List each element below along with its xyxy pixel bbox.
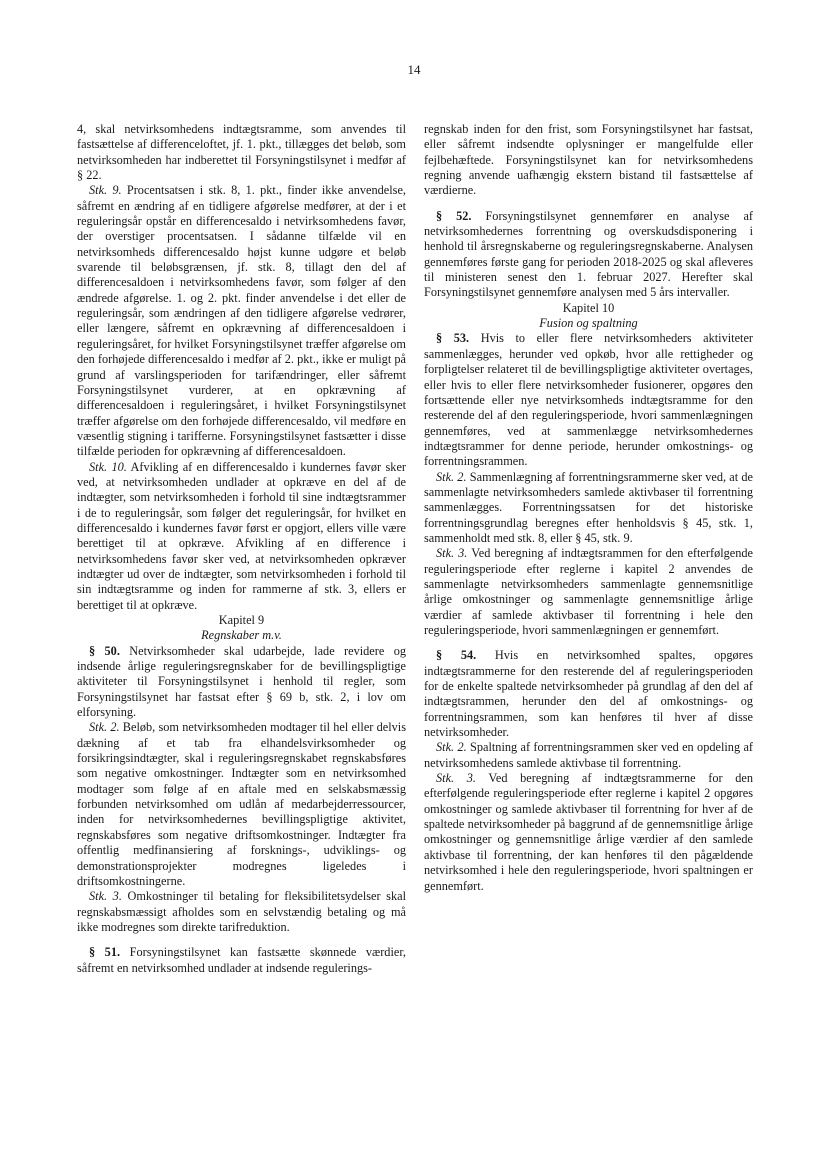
section-52 bbox=[424, 209, 753, 301]
chapter-heading: Kapitel 10 bbox=[562, 300, 615, 315]
section-number: § 54. bbox=[436, 648, 477, 663]
paragraph-continuation: 4, skal netvirksomhedens indtægtsramme, som anvendes til fastsættelse af differenceloftet, jf. 1. pkt., tillægges det beløb, som netvirksomheden har indberettet til Forsyningstilsynet i medfør af § 22. bbox=[77, 122, 406, 183]
section-50 bbox=[77, 644, 406, 721]
right-column bbox=[424, 122, 753, 894]
section-text: Hvis to eller flere netvirksomheders aktiviteter sammenlægges, herunder ved opkøb, hvor alle rettigheder og forpligtelser relateret til de bevillingspligtige aktiviteter overtages, eller hvis to eller flere netvirksomheder fusionerer, opgøres den fortsættende eller nye netvirksomheds indtægtsramme for den resterende del af den reguleringsperiode, hvori sammenlægningen gennemføres, ved at sammenlægge netvirksomhedernes indtægtsrammer for denne periode, herunder omkostnings- og forrentningsrammen. bbox=[424, 331, 754, 469]
stk-9 bbox=[77, 183, 406, 459]
section-text: Forsyningstilsynet kan fastsætte skønnede værdier, såfremt en netvirksomhed undlader at indsende regulerings- bbox=[77, 945, 407, 975]
section-54 bbox=[424, 648, 753, 740]
page-number: 14 bbox=[407, 62, 421, 77]
paragraph-continuation: regnskab inden for den frist, som Forsyningstilsynet har fastsat, eller såfremt indsendte oplysninger er mangelfulde eller fejlbehæftede. Forsyningstilsynet kan for netvirksomhedens regning anvende uafhængig ekstern bistand til fastsættelse af værdierne. bbox=[424, 122, 753, 198]
section-54-stk-2 bbox=[424, 740, 753, 771]
section-number: § 51. bbox=[89, 945, 121, 960]
section-53-stk-2 bbox=[424, 470, 753, 547]
stk-text: Procentsatsen i stk. 8, 1. pkt., finder ikke anvendelse, såfremt en ændring af en tidligere afgørelse medfører, at der i et reguleringsår opstår en differencesaldo i netvirksomhedens favør, der overstiger procentsatsen. I sådanne tilfælde vil en netvirksomheds differencesaldo højst kunne udgøre et beløb svarende til beløbsgrænsen, jf. stk. 8, tillagt den del af differencesaldoen i netvirksomhedens favør, som følger af den ændrede afgørelse. 1. og 2. pkt. finder anvendelse i det eller de reguleringsår, som ændringen af den tidligere afgørelse vedrører, eller længere, såfremt en opkrævning af differencesaldoen i reguleringsåret, for hvilket Forsyningstilsynet træffer afgørelse om den forhøjede differencesaldo i medfør af 2. pkt., ikke er muligt på grund af varslingsperioden for tarifændringer, eller såfremt Forsyningstilsynet vurderer, at en opkrævning af differencesaldoen i reguleringsåret, i hvilket Forsyningstilsynet træffer afgørelse om den forhøjede differencesaldo, vil medføre en væsentlig stigning i tarifferne. Forsyningstilsynet fastsætter i disse tilfælde perioden for opkrævning af differencesaldoen. bbox=[77, 183, 407, 459]
section-number: § 50. bbox=[89, 643, 120, 658]
section-54-stk-3 bbox=[424, 771, 753, 894]
left-column bbox=[77, 122, 406, 976]
stk-10 bbox=[77, 460, 406, 613]
stk-label: Stk. 2. bbox=[436, 469, 467, 484]
section-text: Netvirksomheder skal udarbejde, lade revidere og indsende årlige reguleringsregnskaber for de bevillingspligtige aktiviteter til Forsyningstilsynet i henhold til regler, som Forsyningstilsynet har fastsat efter § 69 b, stk. 2, i lov om elforsyning. bbox=[77, 643, 406, 720]
chapter-title: Fusion og spaltning bbox=[539, 316, 638, 331]
chapter-title: Regnskaber m.v. bbox=[201, 628, 282, 643]
section-text: Hvis en netvirksomhed spaltes, opgøres indtægtsrammerne for den resterende del af reguleringsperioden for de enkelte spaltede netvirksomheder på grundlag af den del af indtægtsrammen, herunder den del af omkostnings- og forrentningsrammen, som kan henføres til hver af disse netvirksomheder. bbox=[424, 648, 754, 740]
section-50-stk-3 bbox=[77, 889, 406, 935]
stk-label: Stk. 3. bbox=[436, 771, 476, 786]
stk-label: Stk. 10. bbox=[89, 459, 127, 474]
section-51 bbox=[77, 945, 406, 976]
stk-label: Stk. 2. bbox=[89, 720, 120, 735]
section-number: § 53. bbox=[436, 331, 470, 346]
stk-text: Sammenlægning af forrentningsrammerne sker ved, at de sammenlagte netvirksomheders samlede aktivbaser til forrentning sammenlægges. Forrentningssatsen for det historiske forrentningsgrundlag beregnes efter henholdsvis § 45, stk. 1, sammenholdt med stk. 8, eller § 45, stk. 9. bbox=[424, 469, 753, 545]
stk-text: Spaltning af forrentningsrammen sker ved en opdeling af netvirksomhedens samlede aktivbase til forrentning. bbox=[424, 740, 753, 770]
stk-text: Ved beregning af indtægtsrammen for den efterfølgende reguleringsperiode efter reglerne i kapitel 2 anvendes de sammenlagte netvirksomheders sammenlagte gennemsnitlige årlige omkostninger og sammenlagte gennemsnitlige årlige værdier af samlede aktivbaser til forrentning i hele den reguleringsperiode, hvori sammenlægningen er gennemført. bbox=[424, 546, 753, 637]
section-number: § 52. bbox=[436, 208, 472, 223]
chapter-heading: Kapitel 9 bbox=[218, 613, 265, 627]
stk-text: Beløb, som netvirksomheden modtager til hel eller delvis dækning af et tab fra elhandelsvirksomheder og forsikringsindtægter, skal i reguleringsregnskabet regnskabsføres som negative omkostninger. Indtægter som en netvirksomhed modtager som følge af en aftale med en selskabsmæssig forbunden netvirksomhed om udlån af medarbejderressourcer, inden for netvirksomhedernes bevillingspligtige aktivitet, regnskabsføres som negative driftsomkostninger. Indtægter fra offentlig medfinansiering af forsknings-, udviklings- og demonstrationsprojekter modregnes ligeledes i driftsomkostningerne. bbox=[77, 720, 406, 888]
stk-label: Stk. 3. bbox=[89, 889, 122, 904]
section-50-stk-2 bbox=[77, 720, 406, 889]
stk-text: Afvikling af en differencesaldo i kundernes favør sker ved, at netvirksomheden undlader at opkræve en del af de indtægter, som netvirksomheden i forhold til sine indtægtsrammer i de to reguleringsår, som følger det reguleringsår, for hvilket en differencesaldo i kundernes favør først er opgjort, ellers ville være berettiget til at opkræve. Afvikling af en difference i netvirksomhedens favør sker ved, at netvirksomheden opkræver indtægter ud over de indtægter, som netvirksomheden i forhold til sin indtægtsramme og inden for rammerne af stk. 3, ellers er berettiget til at opkræve. bbox=[77, 459, 406, 612]
stk-label: Stk. 2. bbox=[436, 740, 467, 755]
section-text: Forsyningstilsynet gennemfører en analyse af netvirksomhedernes forrentning og overskudsdisponering i henhold til årsregnskaberne og reguleringsregnskaberne. Analysen gennemføres første gang for perioden 2018-2025 og skal afleveres til ministeren senest den 1. februar 2027. Herefter skal Forsyningstilsynet gennemføre analysen med 5 års intervaller. bbox=[424, 208, 754, 300]
section-53-stk-3 bbox=[424, 546, 753, 638]
section-53 bbox=[424, 331, 753, 469]
stk-text: Omkostninger til betaling for fleksibilitetsydelser skal regnskabsmæssigt afholdes som en selvstændig betaling og må ikke modregnes som direkte tarifreduktion. bbox=[77, 889, 406, 934]
stk-label: Stk. 3. bbox=[436, 546, 468, 561]
stk-text: Ved beregning af indtægtsrammerne for den efterfølgende reguleringsperiode efter reglerne i kapitel 2 opgøres omkostninger og samlede aktivbaser til forrentning for hver af de spaltede netvirksomheder på baggrund af de gennemsnitlige årlige omkostninger og gennemsnitlige årlige værdier af den samlede aktivbase til forrentning, der kan henføres til den pågældende netvirksomhed i hele den reguleringsperiode, hvori spaltningen er gennemført. bbox=[424, 771, 753, 893]
stk-label: Stk. 9. bbox=[89, 183, 122, 198]
